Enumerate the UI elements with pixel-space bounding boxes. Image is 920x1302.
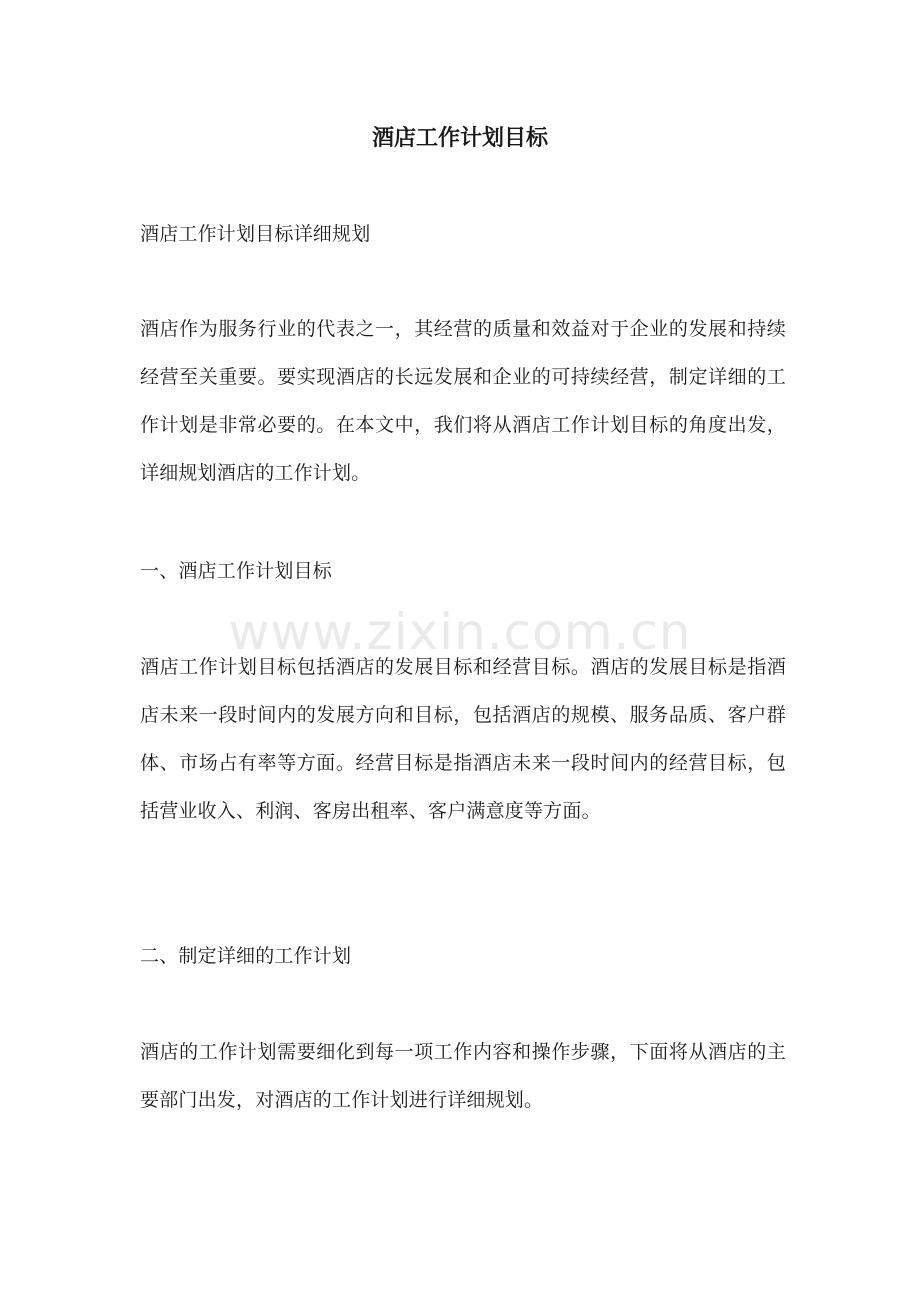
document-title: 酒店工作计划目标 <box>371 125 548 151</box>
section2-paragraph: 酒店的工作计划需要细化到每一项工作内容和操作步骤，下面将从酒店的主要部门出发，对酒店的工作计划进行详细规划。 <box>140 1041 786 1111</box>
section2-heading: 二、制定详细的工作计划 <box>140 945 352 967</box>
section1-paragraph: 酒店工作计划目标包括酒店的发展目标和经营目标。酒店的发展目标是指酒店未来一段时间内的发展方向和目标，包括酒店的规模、服务品质、客户群体、市场占有率等方面。经营目标是指酒店未来一段时间内的经营目标，包括营业收入、利润、客房出租率、客户满意度等方面。 <box>140 656 786 822</box>
intro-paragraph: 酒店作为服务行业的代表之一，其经营的质量和效益对于企业的发展和持续经营至关重要。要实现酒店的长远发展和企业的可持续经营，制定详细的工作计划是非常必要的。在本文中，我们将从酒店工作计划目标的角度出发，详细规划酒店的工作计划。 <box>140 318 786 484</box>
document-subtitle: 酒店工作计划目标详细规划 <box>140 223 371 245</box>
watermark: www.zixin.com.cn <box>228 603 692 661</box>
section1-heading: 一、酒店工作计划目标 <box>140 560 333 582</box>
